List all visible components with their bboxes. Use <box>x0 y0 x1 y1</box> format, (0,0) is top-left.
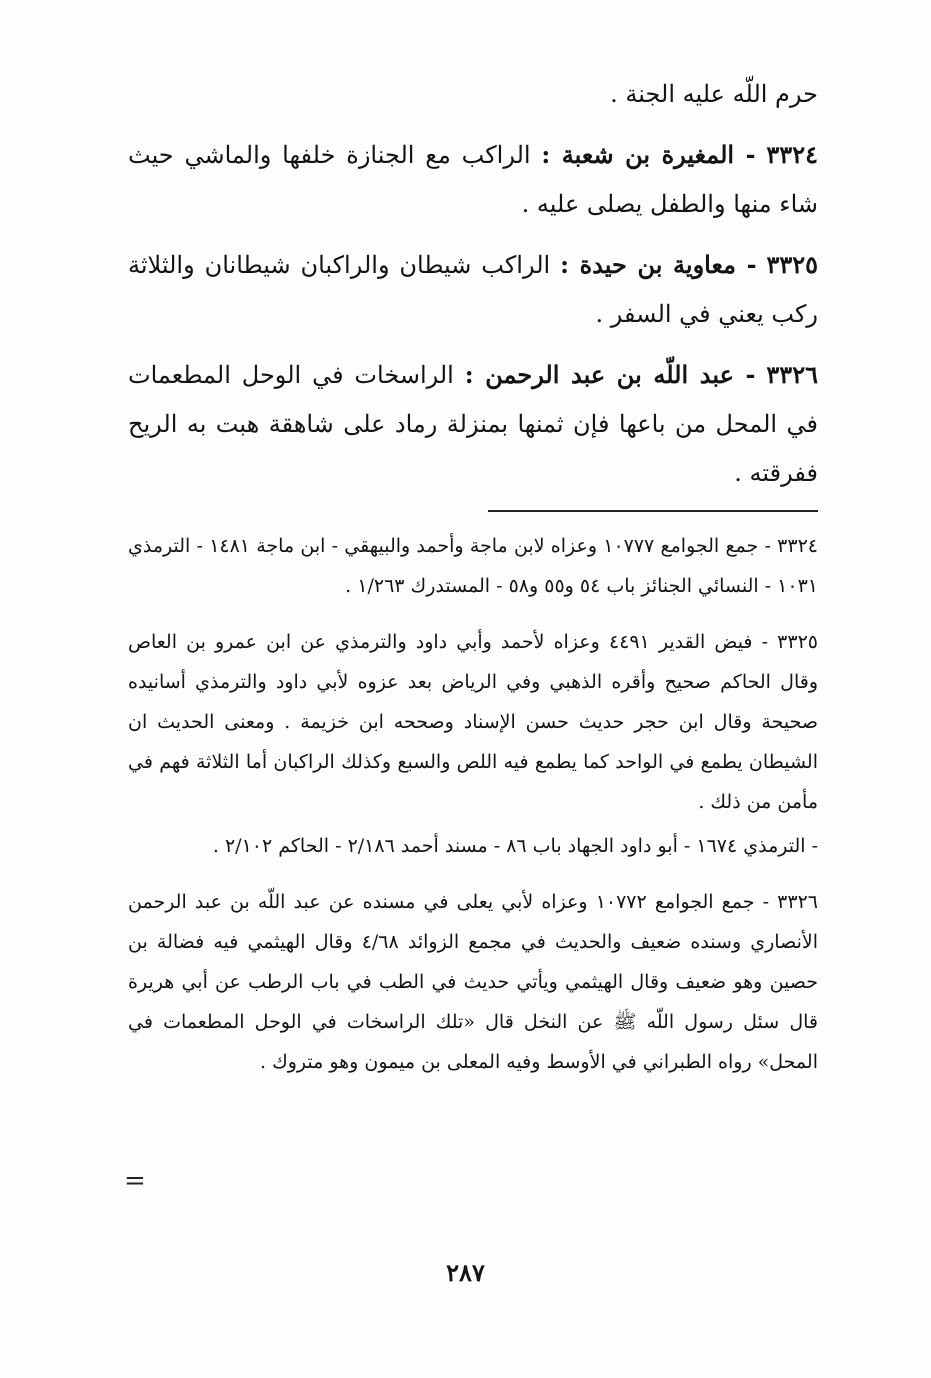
main-text <box>128 70 818 498</box>
entry-dash: - <box>735 250 757 279</box>
entry-dash: - <box>734 140 756 169</box>
hadith-entry <box>128 130 818 229</box>
continuation-mark: = <box>124 1166 146 1196</box>
footnote-3326: ٣٣٢٦ - جمع الجوامع ١٠٧٧٢ وعزاه لأبي يعلى في مسنده عن عبد اللّه بن عبد الرحمن الأنصاري وسنده ضعيف والحديث في مجمع الزوائد ٤/٦٨ وقال الهيثمي فيه فضالة بن حصين وهو ضعيف وقال الهيثمي ويأتي حديث في الطب في باب الرطب عن أبي هريرة قال سئل رسول اللّه ﷺ عن النخل قال «تلك الراسخات في الوحل المطعمات في المحل» رواه الطبراني في الأوسط وفيه المعلى بن ميمون وهو متروك . <box>128 891 818 1073</box>
footnote-divider <box>488 510 818 512</box>
footnote-3324: ٣٣٢٤ - جمع الجوامع ١٠٧٧٧ وعزاه لابن ماجة وأحمد والبيهقي - ابن ماجة ١٤٨١ - الترمذي ١٠٣١ - النسائي الجنائز باب ٥٤ و٥٥ و٥٨ - المستدرك ١/٢٦٣ . <box>128 535 818 597</box>
intro-line: حرم اللّه عليه الجنة . <box>610 80 818 108</box>
entry-text: الراكب شيطان والراكبان شيطانان والثلاثة ركب يعني في السفر . <box>128 251 818 328</box>
page-number: ٢٨٧ <box>446 1258 485 1287</box>
entry-narrator: عبد اللّه بن عبد الرحمن : <box>464 360 734 389</box>
hadith-entry <box>128 350 818 498</box>
entry-number: ٣٣٢٥ <box>766 250 818 279</box>
footnotes <box>128 526 818 1082</box>
entry-text: الراكب مع الجنازة خلفها والماشي حيث شاء منها والطفل يصلى عليه . <box>128 141 818 218</box>
footnote-3325: ٣٣٢٥ - فيض القدير ٤٤٩١ وعزاه لأحمد وأبي داود والترمذي عن ابن عمرو بن العاص وقال الحاكم صحيح وأقره الذهبي وفي الرياض بعد عزوه لأبي داود والترمذي أسانيده صحيحة وقال ابن حجر حديث حسن الإسناد وصححه ابن خزيمة . ومعنى الحديث ان الشيطان يطمع في الواحد كما يطمع فيه اللص والسبع وكذلك الراكبان أما الثلاثة فهم في مأمن من ذلك . <box>128 631 818 813</box>
footnote-3325-continued: - الترمذي ١٦٧٤ - أبو داود الجهاد باب ٨٦ - مسند أحمد ٢/١٨٦ - الحاكم ٢/١٠٢ . <box>212 835 818 857</box>
entry-text: الراسخات في الوحل المطعمات في المحل من باعها فإن ثمنها بمنزلة رماد على شاهقة هبت به الريح ففرقته . <box>128 361 818 487</box>
entry-dash: - <box>733 360 756 389</box>
entry-number: ٣٣٢٤ <box>766 140 818 169</box>
entry-narrator: المغيرة بن شعبة : <box>541 140 735 169</box>
entry-number: ٣٣٢٦ <box>766 360 818 389</box>
hadith-entry <box>128 240 818 339</box>
page-body <box>128 70 818 1310</box>
entry-narrator: معاوية بن حيدة : <box>560 250 736 279</box>
